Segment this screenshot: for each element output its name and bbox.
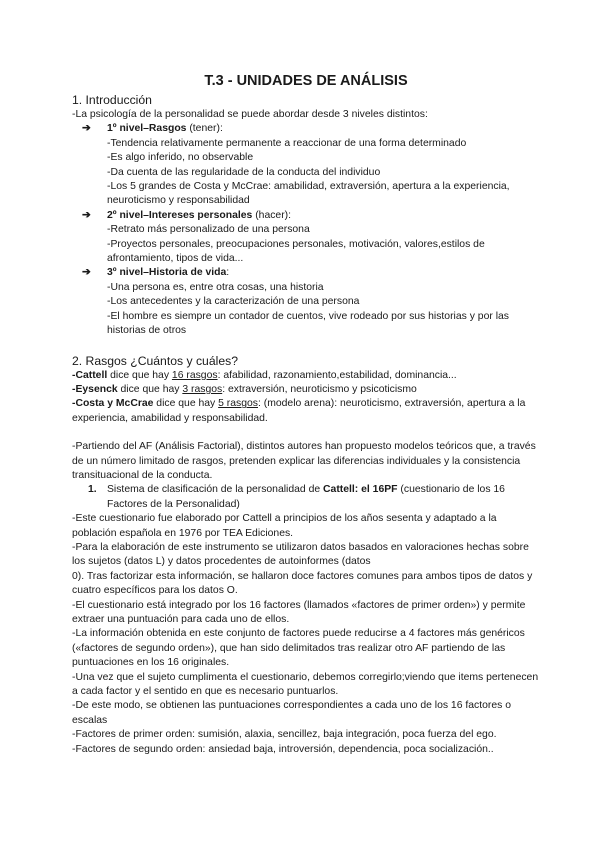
arrow-icon: ➔ (82, 123, 91, 135)
level-3-item (72, 266, 540, 280)
level-1-suffix: (tener): (186, 123, 223, 135)
author-name: -Eysenck (72, 383, 118, 395)
level-1-point: -Los 5 grandes de Costa y McCrae: amabilidad, extraversión, apertura a la experiencia, neuroticismo y responsabilidad (107, 181, 510, 207)
numbered-text-after: (cuestionario de los 16 Factores de la Personalidad) (107, 484, 505, 510)
level-3-point: -Una persona es, entre otra cosas, una historia (107, 281, 324, 293)
numbered-text-bold: Cattell: el 16PF (323, 484, 398, 496)
paragraph: -Este cuestionario fue elaborado por Cattell a principios de los años sesenta y adaptado a la población española en 1976 por TEA Ediciones. (72, 513, 497, 539)
level-1-point: -Tendencia relativamente permanente a reaccionar de una forma determinado (107, 137, 467, 149)
level-1-point: -Es algo inferido, no observable (107, 152, 254, 164)
paragraph: -La información obtenida en este conjunto de factores puede reducirse a 4 factores más genéricos («factores de segundo orden»), que han sido delimitados tras realizar otro AF partiendo de las puntuaciones en los 16 originales. (72, 628, 525, 669)
level-1-item (72, 122, 540, 136)
author-line-cattell (72, 369, 540, 383)
level-2-item (72, 209, 540, 223)
af-paragraph: -Partiendo del AF (Análisis Factorial), distintos autores han propuesto modelos teóricos que, a través de un número limitado de rasgos, pretenden explicar las diferencias individuales y la consistencia transituacional de la conducta. (72, 441, 536, 481)
trait-count: 3 rasgos (182, 383, 223, 395)
author-traits: : (modelo arena): neuroticismo, extraversión, apertura a la experiencia, amabilidad y responsabilidad. (72, 398, 526, 424)
paragraph: -Factores de segundo orden: ansiedad baja, introversión, dependencia, poca socialización.. (72, 743, 494, 755)
level-2-point: -Proyectos personales, preocupaciones personales, motivación, valores,estilos de afrontamiento, tipos de vida... (107, 238, 485, 265)
author-line-eysenck (72, 383, 540, 397)
author-line-costa-mccrae (72, 397, 540, 426)
level-2-label: 2º nivel–Intereses personales (107, 209, 253, 221)
arrow-icon: ➔ (82, 267, 91, 279)
paragraph: -El cuestionario está integrado por los 16 factores (llamados «factores de primer orden») y permite extraer una puntuación para cada uno de ellos. (72, 599, 526, 625)
paragraph: -Para la elaboración de este instrumento se utilizaron datos basados en valoraciones hechas sobre los sujetos (datos L) y datos procedentes de autoinformes (datos (72, 541, 529, 568)
list-number: 1. (88, 484, 97, 496)
numbered-text-before: Sistema de clasificación de la personalidad de (107, 484, 324, 496)
author-name: -Cattell (72, 369, 108, 381)
author-traits: : afabilidad, razonamiento,estabilidad, dominancia... (217, 369, 457, 381)
level-1-label: 1º nivel–Rasgos (107, 123, 187, 135)
level-3-label: 3º nivel–Historia de vida (107, 267, 227, 279)
level-2-point: -Retrato más personalizado de una persona (107, 224, 310, 236)
section-2-heading: 2. Rasgos ¿Cuántos y cuáles? (72, 353, 238, 368)
level-2-suffix: (hacer): (252, 209, 291, 221)
level-3-suffix: : (226, 267, 230, 279)
paragraph: -Factores de primer orden: sumisión, alaxia, sencillez, baja integración, poca fuerza del ego. (72, 729, 497, 741)
section-1-heading: 1. Introducción (72, 93, 152, 107)
author-mid: dice que hay (117, 383, 183, 395)
section-1-intro: -La psicología de la personalidad se puede abordar desde 3 niveles distintos: (72, 109, 428, 120)
level-3-point: -El hombre es siempre un contador de cuentos, vive rodeado por sus historias y por las historias de otros (107, 310, 509, 337)
trait-count: 16 rasgos (171, 369, 218, 381)
spacer (72, 426, 540, 440)
author-mid: dice que hay (107, 369, 172, 381)
author-name: -Costa y McCrae (72, 398, 154, 410)
level-1-point: -Da cuenta de las regularidade de la conducta del individuo (107, 166, 381, 178)
spacer (72, 339, 540, 353)
numbered-item-16pf (72, 483, 540, 512)
paragraph: 0). Tras factorizar esta información, se hallaron doce factores comunes para ambos tipos de datos y cuatro específicos para los datos O. (72, 570, 533, 597)
author-mid: dice que hay (153, 398, 219, 410)
paragraph: -Una vez que el sujeto cumplimenta el cuestionario, debemos corregirlo;viendo que items pertenecen a cada factor y el sentido en que es necesario puntuarlos. (72, 671, 539, 698)
level-3-point: -Los antecedentes y la caracterización de una persona (107, 296, 360, 308)
paragraph: -De este modo, se obtienen las puntuaciones correspondientes a cada uno de los 16 factores o escalas (72, 700, 511, 726)
arrow-icon: ➔ (82, 209, 91, 221)
author-traits: : extraversión, neuroticismo y psicoticismo (222, 383, 417, 395)
trait-count: 5 rasgos (218, 398, 258, 410)
document-title: T.3 - UNIDADES DE ANÁLISIS (204, 73, 408, 89)
